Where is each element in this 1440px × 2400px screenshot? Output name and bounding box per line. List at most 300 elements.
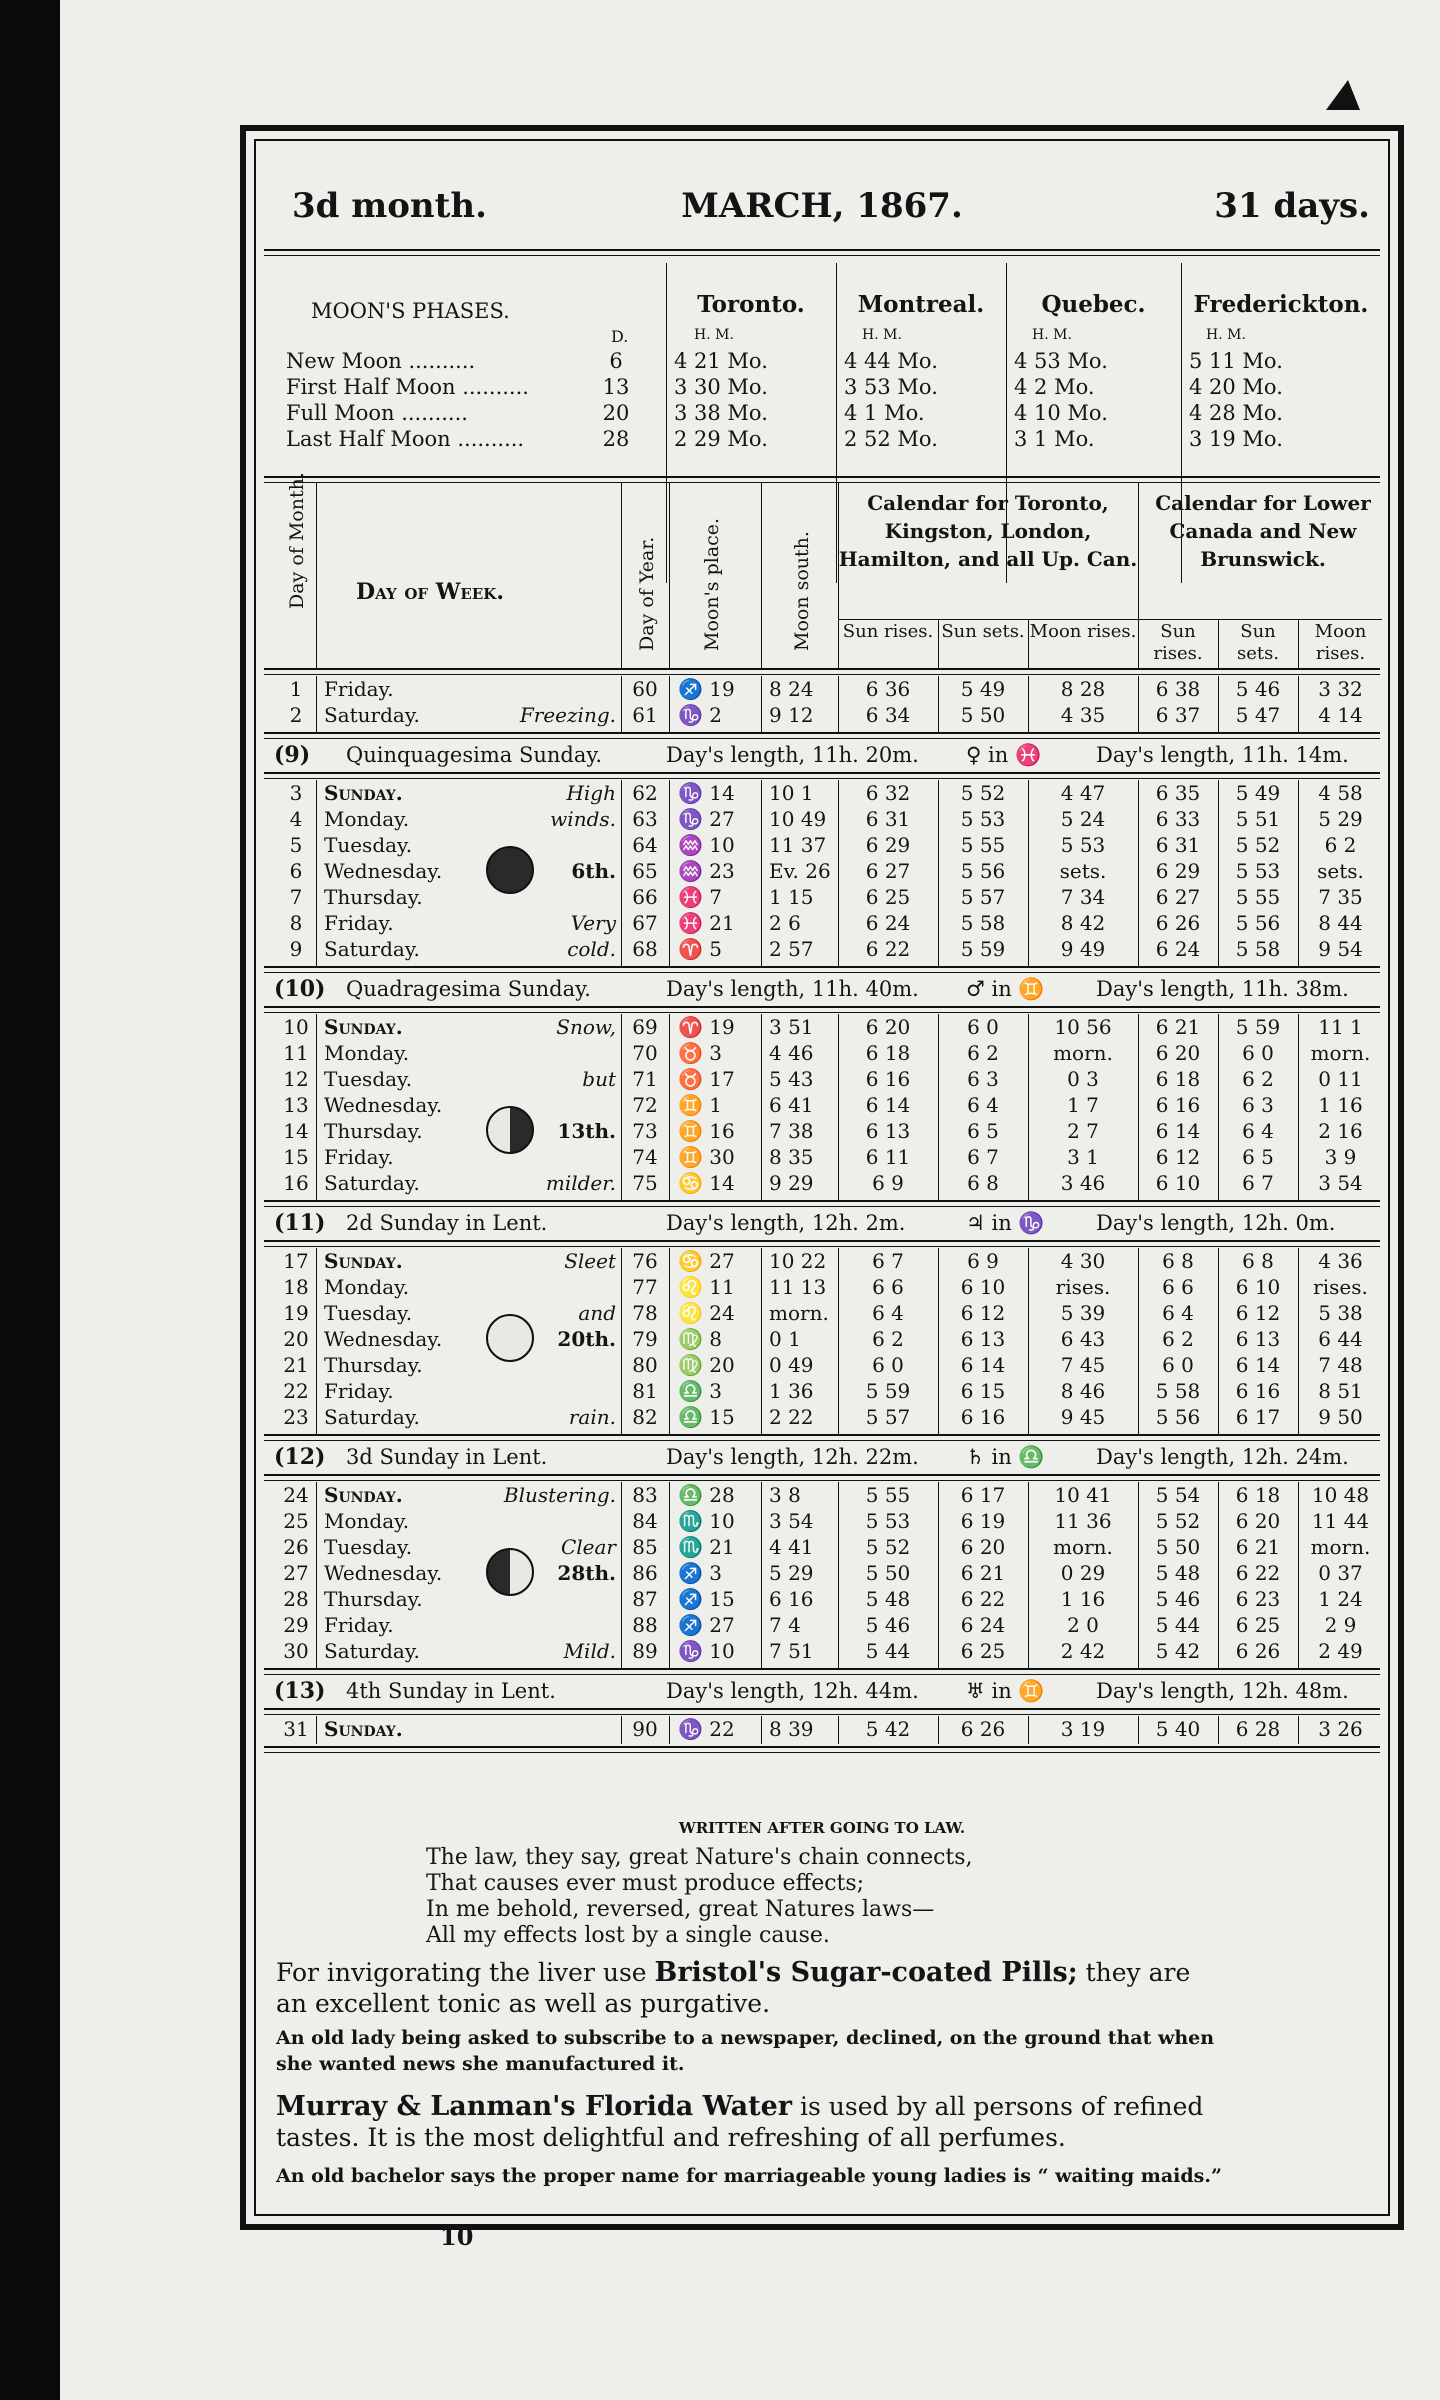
col-divider <box>669 676 670 732</box>
sun-sets-lc: 6 7 <box>1242 1171 1274 1195</box>
moon-south: Ev. 26 <box>769 859 831 883</box>
moon-rises-lc: 5 29 <box>1318 807 1363 831</box>
section-rule <box>264 1240 1380 1242</box>
sun-sets-lc: 6 5 <box>1242 1145 1274 1169</box>
day-of-week: Sunday. <box>324 1717 403 1741</box>
day-of-week: Tuesday. <box>324 1535 413 1559</box>
moon-rises-lc: 4 58 <box>1318 781 1363 805</box>
phase-time: 3 30 Mo. <box>674 375 768 399</box>
day-of-month: 26 <box>283 1535 309 1559</box>
sun-rises-lc: 6 29 <box>1155 859 1201 883</box>
col-moon-place: Moon's place. <box>701 517 723 651</box>
day-of-year: 83 <box>632 1483 658 1507</box>
liver-advert-tail: they are <box>1077 1958 1191 1987</box>
col-divider <box>1138 1482 1139 1668</box>
city-quebec: Quebec. <box>1041 291 1146 318</box>
moon-south: 3 8 <box>769 1483 801 1507</box>
moon-south: 9 12 <box>769 703 814 727</box>
sun-sets-lc: 5 51 <box>1235 807 1281 831</box>
day-length-upper: Day's length, 12h. 44m. <box>666 1679 919 1703</box>
section-rule <box>264 1668 1380 1670</box>
sun-rises-lc: 5 44 <box>1155 1613 1201 1637</box>
sun-rises: 6 2 <box>872 1327 904 1351</box>
sun-sets: 6 24 <box>960 1613 1006 1637</box>
day-length-lower: Day's length, 12h. 0m. <box>1096 1211 1336 1235</box>
sun-rises-lc: 6 38 <box>1155 677 1201 701</box>
section-rule <box>264 1434 1380 1436</box>
moon-south: 3 51 <box>769 1015 814 1039</box>
sun-sets-lc: 5 49 <box>1235 781 1281 805</box>
moon-rises-lc: 7 48 <box>1318 1353 1363 1377</box>
day-of-week: Saturday. <box>324 1639 420 1663</box>
day-of-week: Saturday. <box>324 937 420 961</box>
sun-rises-lc: 5 46 <box>1155 1587 1201 1611</box>
day-of-year: 69 <box>632 1015 658 1039</box>
bachelor-anecdote: An old bachelor says the proper name for marriageable young ladies is “ waiting maids.” <box>276 2165 1222 2187</box>
weather-note: Snow, <box>556 1015 616 1039</box>
sunday-name: 4th Sunday in Lent. <box>346 1679 556 1703</box>
moon-south: 4 41 <box>769 1535 814 1559</box>
sun-rises-lc: 5 50 <box>1155 1535 1201 1559</box>
day-of-year: 90 <box>632 1717 658 1741</box>
section-rule <box>264 1746 1380 1748</box>
hm-label: H. M. <box>862 327 902 343</box>
day-of-month: 13 <box>283 1093 309 1117</box>
day-of-year: 70 <box>632 1041 658 1065</box>
liver-advert-text: For invigorating the liver use <box>276 1958 655 1987</box>
planet-position: ♄ in ♎ <box>966 1445 1045 1469</box>
poem-title: WRITTEN AFTER GOING TO LAW. <box>678 1819 966 1837</box>
sun-sets-lc: 6 16 <box>1235 1379 1281 1403</box>
sun-sets-lc: 6 4 <box>1242 1119 1274 1143</box>
planet-position: ♃ in ♑ <box>966 1211 1045 1235</box>
moon-place: ♎ 15 <box>678 1405 735 1429</box>
sun-sets-lc: 6 12 <box>1235 1301 1281 1325</box>
day-of-year: 65 <box>632 859 658 883</box>
phase-time: 4 10 Mo. <box>1014 401 1108 425</box>
moon-rises: 3 46 <box>1060 1171 1106 1195</box>
hm-label: H. M. <box>1032 327 1072 343</box>
col-divider <box>669 1248 670 1434</box>
city-frederickton: Frederickton. <box>1193 291 1369 318</box>
city-toronto: Toronto. <box>697 291 805 318</box>
col-sun-sets-lc: Sun sets. <box>1236 621 1280 664</box>
moon-place: ♐ 19 <box>678 677 735 701</box>
moon-south: 11 37 <box>769 833 827 857</box>
phase-time: 4 1 Mo. <box>844 401 925 425</box>
col-divider <box>621 780 622 966</box>
col-sun-rises-lc: Sun rises. <box>1153 621 1203 664</box>
day-of-month: 10 <box>283 1015 309 1039</box>
planet-position: ♀ in ♓ <box>966 743 1042 767</box>
day-of-week: Saturday. <box>324 1171 420 1195</box>
pills-brand: Bristol's Sugar-coated Pills; <box>654 1957 1078 1988</box>
sun-rises-lc: 5 40 <box>1155 1717 1201 1741</box>
moon-rises-lc: 2 9 <box>1324 1613 1357 1637</box>
day-of-year: 63 <box>632 807 658 831</box>
hm-label: H. M. <box>694 327 734 343</box>
weather-note: milder. <box>545 1171 616 1195</box>
col-divider <box>1028 1716 1029 1744</box>
day-of-week: Friday. <box>324 911 394 935</box>
moon-rises-lc: 8 51 <box>1318 1379 1363 1403</box>
sun-rises-lc: 6 2 <box>1162 1327 1194 1351</box>
col-divider <box>316 483 317 668</box>
sun-sets: 5 55 <box>960 833 1006 857</box>
day-of-year: 81 <box>632 1379 658 1403</box>
col-sun-rises: Sun rises. <box>842 621 934 642</box>
moon-place: ♐ 3 <box>678 1561 722 1585</box>
phase-time: 4 2 Mo. <box>1014 375 1095 399</box>
moon-place: ♐ 15 <box>678 1587 735 1611</box>
sun-sets-lc: 6 10 <box>1235 1275 1281 1299</box>
moon-place: ♑ 2 <box>678 703 722 727</box>
sun-sets-lc: 5 58 <box>1235 937 1281 961</box>
sun-sets-lc: 6 8 <box>1242 1249 1274 1273</box>
sub-header-rule <box>838 619 1382 620</box>
sun-rises: 6 0 <box>872 1353 904 1377</box>
sun-sets: 6 9 <box>967 1249 999 1273</box>
sun-rises: 6 13 <box>865 1119 911 1143</box>
day-of-week: Thursday. <box>324 885 423 909</box>
section-rule <box>264 1708 1380 1710</box>
phase-time: 3 53 Mo. <box>844 375 938 399</box>
moon-phase-icon <box>486 1106 534 1154</box>
moon-south: 7 51 <box>769 1639 814 1663</box>
moon-south: 7 38 <box>769 1119 814 1143</box>
moon-place: ♑ 10 <box>678 1639 735 1663</box>
moon-place: ♐ 27 <box>678 1613 735 1637</box>
sun-rises-lc: 6 18 <box>1155 1067 1201 1091</box>
florida-advert-line2: tastes. It is the most delightful and refreshing of all perfumes. <box>276 2123 1066 2152</box>
moon-rises: 2 7 <box>1067 1119 1099 1143</box>
month-title: MARCH, 1867. <box>681 186 963 226</box>
sun-rises: 5 57 <box>865 1405 911 1429</box>
moon-place: ♎ 3 <box>678 1379 722 1403</box>
moon-place: ♏ 10 <box>678 1509 735 1533</box>
day-of-month: 19 <box>283 1301 309 1325</box>
sun-rises: 6 11 <box>865 1145 911 1169</box>
day-of-week: Monday. <box>324 1041 410 1065</box>
day-of-month: 6 <box>289 859 303 883</box>
day-of-week: Sunday. <box>324 781 403 805</box>
col-divider <box>316 1482 317 1668</box>
col-divider <box>938 1014 939 1200</box>
planet-position: ♂ in ♊ <box>966 977 1045 1001</box>
sun-sets: 6 0 <box>967 1015 999 1039</box>
sun-sets-lc: 6 21 <box>1235 1535 1281 1559</box>
col-day-of-week: Day of Week. <box>356 579 504 605</box>
moon-rises-lc: 11 1 <box>1318 1015 1363 1039</box>
phase-time: 4 28 Mo. <box>1189 401 1283 425</box>
sun-sets: 6 22 <box>960 1587 1006 1611</box>
sun-rises-lc: 5 56 <box>1155 1405 1201 1429</box>
sun-sets: 6 20 <box>960 1535 1006 1559</box>
moon-rises: 0 29 <box>1060 1561 1106 1585</box>
day-of-month: 7 <box>289 885 303 909</box>
sunday-name: 3d Sunday in Lent. <box>346 1445 548 1469</box>
day-of-year: 88 <box>632 1613 658 1637</box>
moon-rises-lc: 11 44 <box>1311 1509 1370 1533</box>
phase-time: 4 44 Mo. <box>844 349 938 373</box>
day-of-year: 87 <box>632 1587 658 1611</box>
phase-name: First Half Moon .......... <box>286 375 529 399</box>
day-of-month: 28 <box>283 1587 309 1611</box>
col-divider <box>1028 1248 1029 1434</box>
moon-south: 8 35 <box>769 1145 814 1169</box>
day-length-lower: Day's length, 12h. 24m. <box>1096 1445 1349 1469</box>
moon-rises: 8 28 <box>1060 677 1106 701</box>
sun-sets-lc: 6 18 <box>1235 1483 1281 1507</box>
col-divider <box>621 1482 622 1668</box>
moon-rises: 9 45 <box>1060 1405 1106 1429</box>
moon-rises: 9 49 <box>1060 937 1106 961</box>
day-length-upper: Day's length, 11h. 40m. <box>666 977 919 1001</box>
day-of-year: 73 <box>632 1119 658 1143</box>
day-of-year: 76 <box>632 1249 658 1273</box>
month-number: 3d month. <box>292 186 487 226</box>
weather-note: rain. <box>568 1405 616 1429</box>
weather-note: 13th. <box>557 1119 616 1143</box>
day-of-month: 29 <box>283 1613 309 1637</box>
col-sun-sets: Sun sets. <box>941 621 1025 642</box>
liver-advert-line2: an excellent tonic as well as purgative. <box>276 1989 771 2018</box>
moon-place: ♑ 14 <box>678 781 735 805</box>
moon-rises: morn. <box>1053 1041 1113 1065</box>
moon-place: ♎ 28 <box>678 1483 735 1507</box>
sun-rises-lc: 5 48 <box>1155 1561 1201 1585</box>
section-rule <box>264 966 1380 968</box>
sun-sets: 5 52 <box>960 781 1006 805</box>
col-divider <box>761 676 762 732</box>
col-divider <box>1298 1716 1299 1744</box>
section-rule <box>264 772 1380 774</box>
moon-rises-lc: 0 37 <box>1318 1561 1363 1585</box>
sun-rises: 5 52 <box>865 1535 911 1559</box>
col-divider <box>1218 1482 1219 1668</box>
weather-note: Blustering. <box>503 1483 616 1507</box>
sun-rises: 6 29 <box>865 833 911 857</box>
planet-position: ♅ in ♊ <box>966 1679 1045 1703</box>
moon-rises-lc: 7 35 <box>1318 885 1363 909</box>
moon-rises-lc: morn. <box>1310 1535 1371 1559</box>
weather-note: Sleet <box>564 1249 616 1273</box>
sun-rises-lc: 6 26 <box>1155 911 1201 935</box>
day-of-year: 86 <box>632 1561 658 1585</box>
col-moon-rises-lc: Moon rises. <box>1314 621 1367 664</box>
sun-rises: 6 24 <box>865 911 911 935</box>
sun-sets-lc: 6 17 <box>1235 1405 1281 1429</box>
sun-sets-lc: 6 20 <box>1235 1509 1281 1533</box>
sun-sets-lc: 5 46 <box>1235 677 1281 701</box>
moon-south: 10 49 <box>769 807 827 831</box>
sun-sets-lc: 5 53 <box>1235 859 1281 883</box>
weather-note: Clear <box>560 1535 616 1559</box>
day-of-week: Monday. <box>324 807 410 831</box>
moon-south: 1 36 <box>769 1379 814 1403</box>
sun-rises: 5 53 <box>865 1509 911 1533</box>
phase-day: 28 <box>602 427 630 451</box>
sun-rises: 6 14 <box>865 1093 911 1117</box>
day-of-month: 11 <box>283 1041 309 1065</box>
moon-rises: 2 0 <box>1067 1613 1099 1637</box>
day-of-year: 62 <box>632 781 658 805</box>
sun-sets: 6 4 <box>967 1093 999 1117</box>
weather-note: 6th. <box>571 859 616 883</box>
day-of-week: Thursday. <box>324 1587 423 1611</box>
col-divider <box>669 1482 670 1668</box>
sunday-number: (13) <box>274 1678 326 1704</box>
poem-line: That causes ever must produce effects; <box>426 1871 865 1896</box>
moon-south: 4 46 <box>769 1041 814 1065</box>
sun-sets: 6 2 <box>967 1041 999 1065</box>
col-divider <box>316 1248 317 1434</box>
col-divider <box>1298 1482 1299 1668</box>
day-of-month: 15 <box>283 1145 309 1169</box>
col-divider <box>838 676 839 732</box>
sun-sets: 6 14 <box>960 1353 1006 1377</box>
moon-rises-lc: 1 16 <box>1318 1093 1363 1117</box>
col-divider <box>1028 1482 1029 1668</box>
day-of-month: 4 <box>289 807 303 831</box>
phases-rule <box>264 476 1380 478</box>
sunday-name: 2d Sunday in Lent. <box>346 1211 548 1235</box>
sun-sets-lc: 6 23 <box>1235 1587 1281 1611</box>
almanac-frame <box>240 125 1404 2230</box>
sun-sets-lc: 5 52 <box>1235 833 1281 857</box>
day-of-year: 79 <box>632 1327 658 1351</box>
sun-rises-lc: 6 10 <box>1155 1171 1201 1195</box>
sun-rises-lc: 6 20 <box>1155 1041 1201 1065</box>
sun-rises-lc: 5 52 <box>1155 1509 1201 1533</box>
moon-rises: 4 30 <box>1060 1249 1106 1273</box>
moon-rises-lc: 4 36 <box>1318 1249 1363 1273</box>
phase-day: 13 <box>602 375 630 399</box>
old-lady-anecdote: An old lady being asked to subscribe to a newspaper, declined, on the ground that when <box>276 2027 1215 2049</box>
sun-sets: 5 50 <box>960 703 1006 727</box>
sun-rises-lc: 6 33 <box>1155 807 1201 831</box>
day-of-week: Monday. <box>324 1275 410 1299</box>
moon-rises-lc: 9 50 <box>1318 1405 1363 1429</box>
sunday-name: Quinquagesima Sunday. <box>346 743 603 767</box>
florida-advert-text: is used by all persons of refined <box>792 2092 1204 2121</box>
day-of-month: 2 <box>289 703 303 727</box>
col-divider <box>1298 676 1299 732</box>
moon-place: ♏ 21 <box>678 1535 735 1559</box>
day-length-upper: Day's length, 12h. 2m. <box>666 1211 906 1235</box>
day-of-week: Friday. <box>324 1145 394 1169</box>
sun-sets: 6 16 <box>960 1405 1006 1429</box>
moon-rises: 4 35 <box>1060 703 1106 727</box>
col-divider <box>1138 676 1139 732</box>
calendar-upper-canada-title: Calendar for Toronto, Kingston, London, Hamilton, and all Up. Can. <box>838 491 1138 571</box>
day-of-year: 71 <box>632 1067 658 1091</box>
day-of-week: Sunday. <box>324 1249 403 1273</box>
col-divider <box>938 1716 939 1744</box>
day-of-week: Wednesday. <box>324 1561 443 1585</box>
sun-sets-lc: 6 2 <box>1242 1067 1274 1091</box>
moon-rises: 1 7 <box>1067 1093 1099 1117</box>
moon-rises-lc: 3 26 <box>1318 1717 1363 1741</box>
moon-place: ♉ 17 <box>678 1067 735 1091</box>
col-divider <box>1218 1248 1219 1434</box>
section-rule <box>264 1474 1380 1476</box>
moon-south: 10 22 <box>769 1249 827 1273</box>
sun-rises: 5 46 <box>865 1613 911 1637</box>
day-of-month: 24 <box>283 1483 309 1507</box>
moon-south: 0 1 <box>769 1327 801 1351</box>
sun-rises: 6 18 <box>865 1041 911 1065</box>
day-of-year: 74 <box>632 1145 658 1169</box>
sun-rises-lc: 6 21 <box>1155 1015 1201 1039</box>
moon-place: ♍ 20 <box>678 1353 735 1377</box>
sun-rises-lc: 6 27 <box>1155 885 1201 909</box>
day-of-year: 80 <box>632 1353 658 1377</box>
day-of-week: Sunday. <box>324 1483 403 1507</box>
col-divider <box>761 1482 762 1668</box>
col-divider <box>621 1248 622 1434</box>
sun-sets: 5 56 <box>960 859 1006 883</box>
sunday-number: (9) <box>274 742 311 768</box>
sun-sets: 5 57 <box>960 885 1006 909</box>
day-of-week: Sunday. <box>324 1015 403 1039</box>
col-divider <box>621 1014 622 1200</box>
sun-sets: 6 19 <box>960 1509 1006 1533</box>
col-divider <box>316 780 317 966</box>
day-length-upper: Day's length, 12h. 22m. <box>666 1445 919 1469</box>
moon-south: 2 6 <box>769 911 801 935</box>
col-divider <box>1138 1014 1139 1200</box>
weather-note: winds. <box>550 807 616 831</box>
moon-rises-lc: 9 54 <box>1318 937 1363 961</box>
sun-rises: 6 36 <box>865 677 911 701</box>
col-divider <box>761 1716 762 1744</box>
moon-rises: 1 16 <box>1060 1587 1106 1611</box>
moon-place: ♒ 23 <box>678 859 735 883</box>
torn-corner <box>1326 80 1360 110</box>
sun-rises: 6 32 <box>865 781 911 805</box>
weather-note: Mild. <box>563 1639 616 1663</box>
col-divider <box>838 1482 839 1668</box>
moon-south: 2 22 <box>769 1405 814 1429</box>
phase-time: 4 20 Mo. <box>1189 375 1283 399</box>
sun-sets: 6 7 <box>967 1145 999 1169</box>
moon-rises: 3 1 <box>1067 1145 1099 1169</box>
day-of-week: Wednesday. <box>324 859 443 883</box>
day-of-week: Thursday. <box>324 1119 423 1143</box>
moon-rises: 4 47 <box>1060 781 1106 805</box>
poem-line: In me behold, reversed, great Natures laws— <box>426 1897 935 1922</box>
col-divider <box>761 780 762 966</box>
col-divider <box>1298 780 1299 966</box>
col-divider <box>938 1248 939 1434</box>
sun-rises-lc: 6 37 <box>1155 703 1201 727</box>
sun-sets-lc: 6 26 <box>1235 1639 1281 1663</box>
moon-rises: 2 42 <box>1060 1639 1106 1663</box>
sun-sets: 5 49 <box>960 677 1006 701</box>
sunday-number: (12) <box>274 1444 326 1470</box>
phase-day: 6 <box>609 349 623 373</box>
day-of-week: Tuesday. <box>324 833 413 857</box>
sun-rises: 6 20 <box>865 1015 911 1039</box>
moon-rises-lc: 3 32 <box>1318 677 1363 701</box>
sun-sets-lc: 6 3 <box>1242 1093 1274 1117</box>
moon-south: 3 54 <box>769 1509 814 1533</box>
moon-phase-icon <box>486 1548 534 1596</box>
moon-place: ♊ 30 <box>678 1145 735 1169</box>
moon-rises-lc: 6 44 <box>1318 1327 1363 1351</box>
moon-place: ♈ 19 <box>678 1015 735 1039</box>
